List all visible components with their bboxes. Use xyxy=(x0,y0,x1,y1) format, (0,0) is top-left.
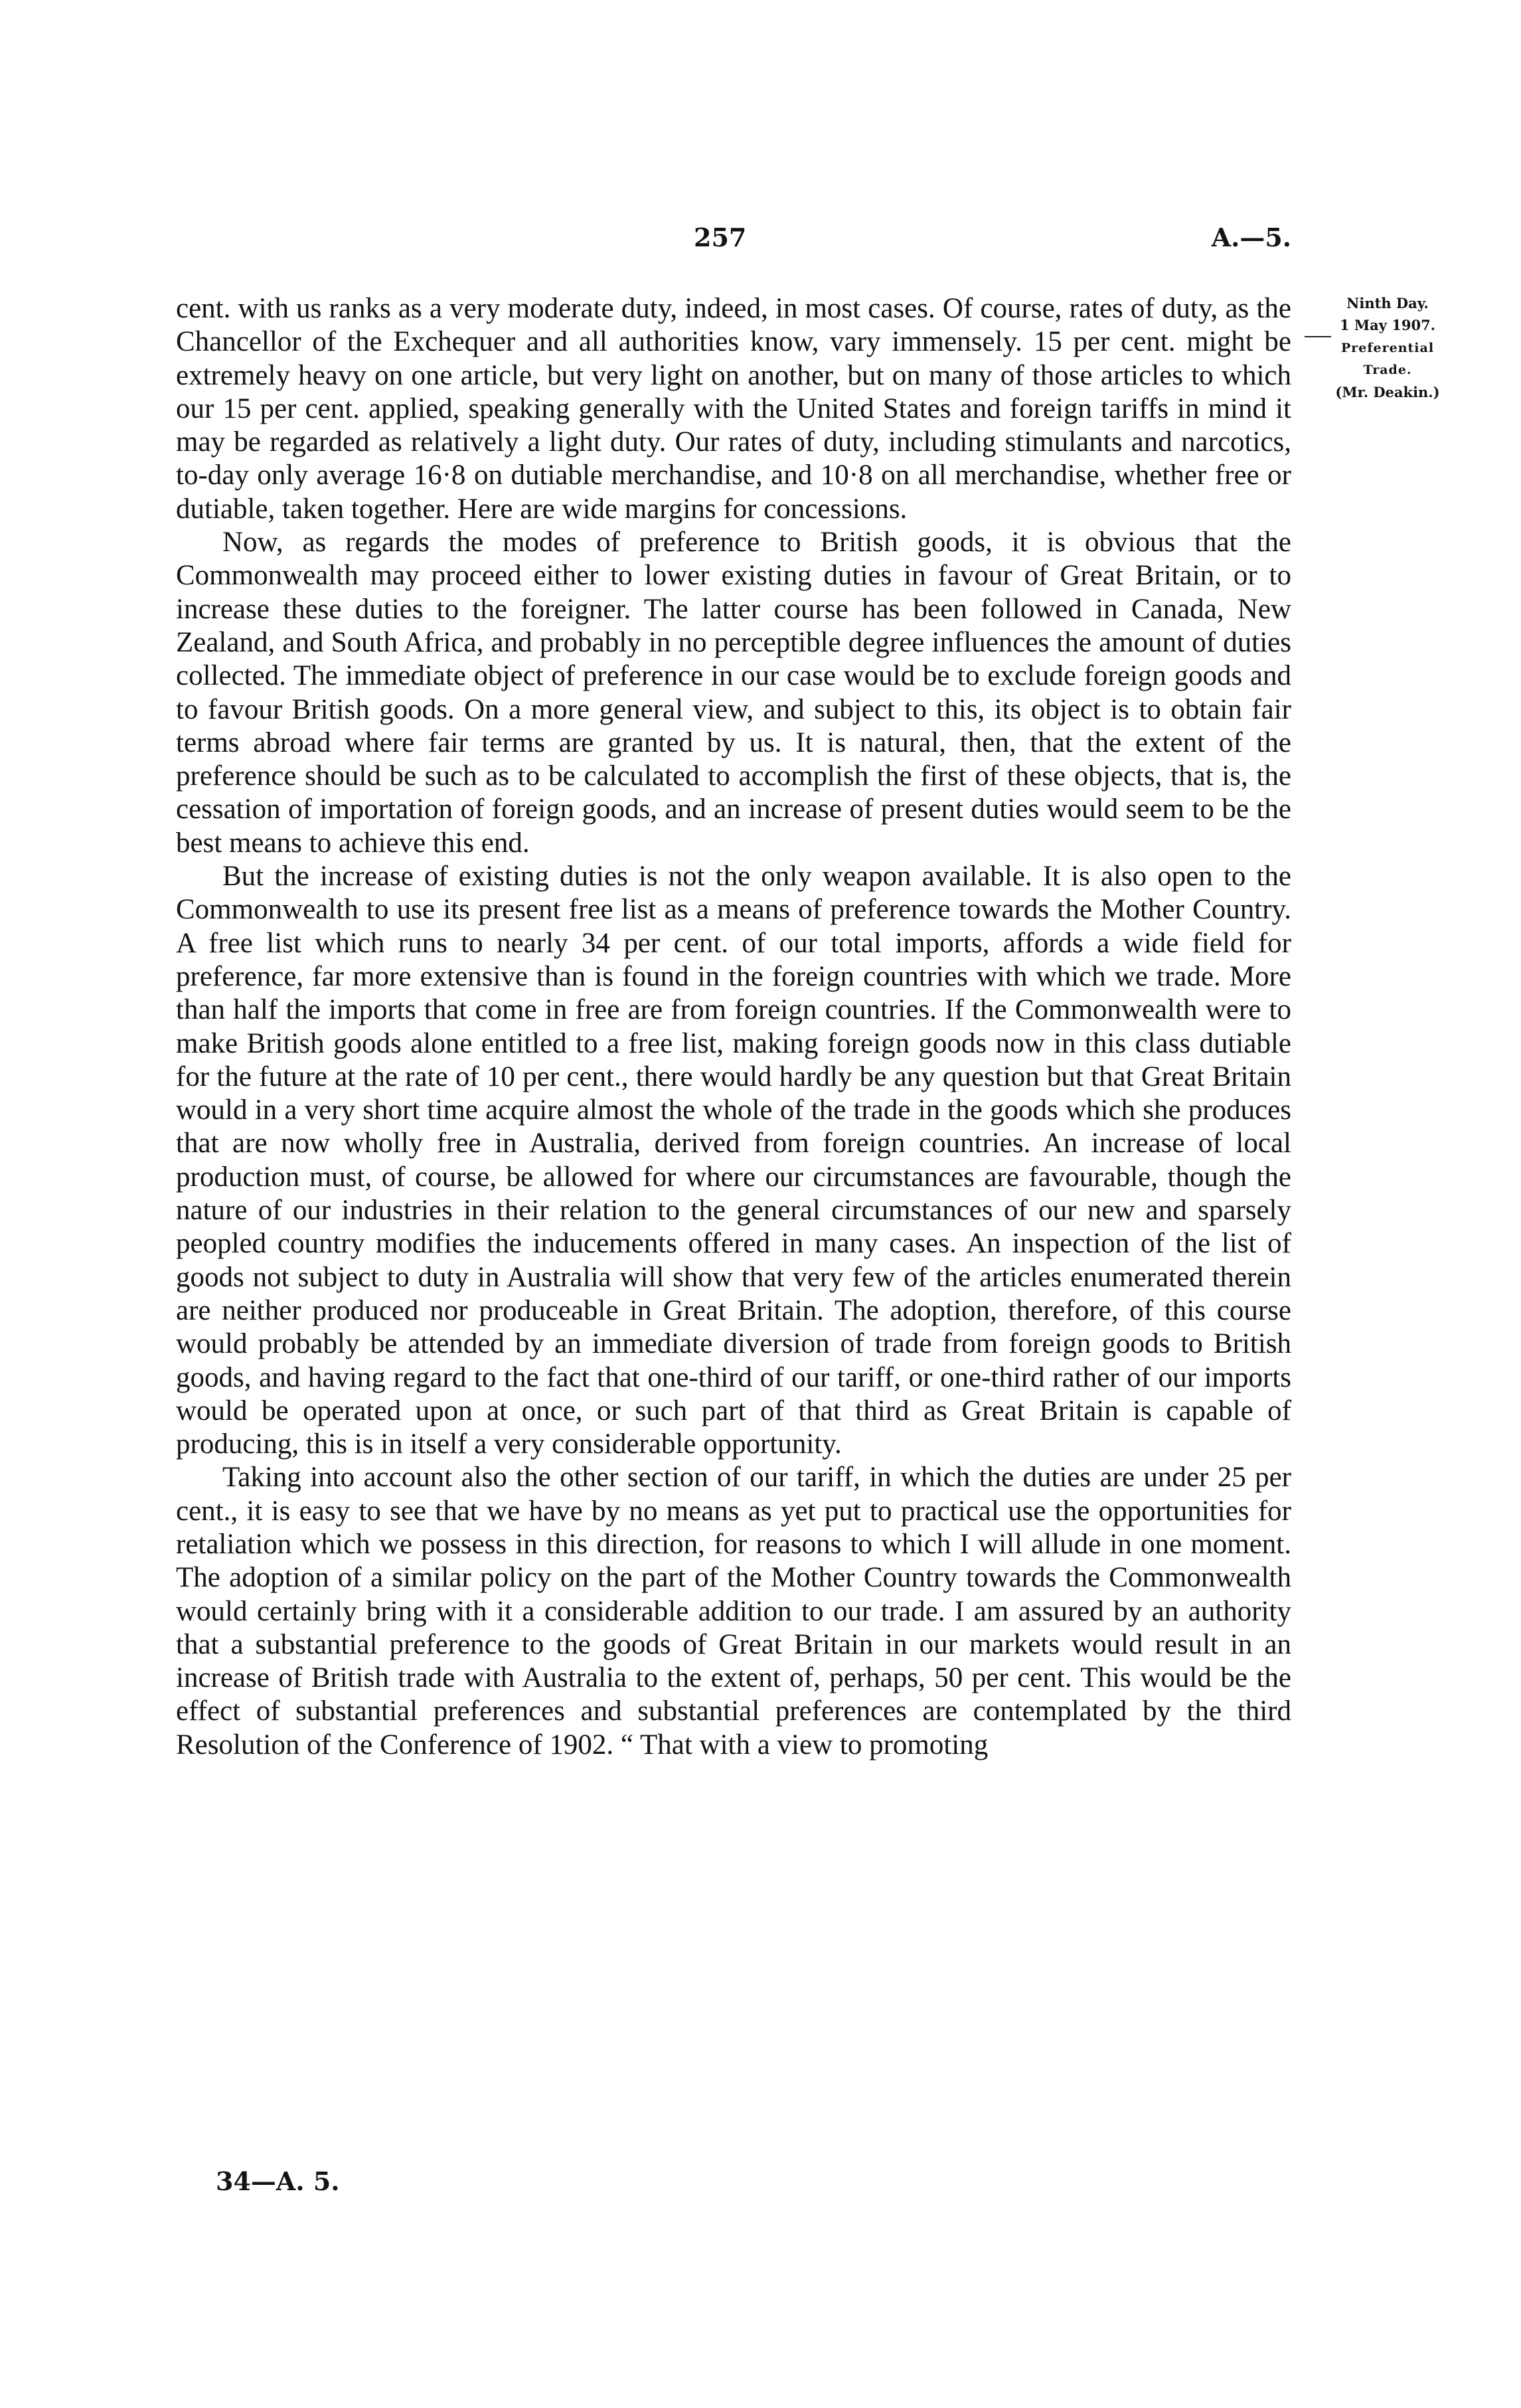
margin-note-day: Ninth Day. xyxy=(1346,295,1429,311)
margin-note-speaker: (Mr. Deakin.) xyxy=(1335,384,1440,400)
body-text xyxy=(176,292,1291,1762)
paragraph-continuation: cent. with us ranks as a very moderate duty, indeed, in most cases. Of course, rates of duty, as the Chancellor of the Exchequer and all authorities know, vary immensely. 15 per cent. might be extremely heavy on one article, but very light on another, but on many of those articles to which our 15 per cent. applied, speaking generally with the United States and foreign tariffs in mind it may be regarded as relatively a light duty. Our rates of duty, including stimulants and narcotics, to-day only average 16·8 on dutiable merchandise, and 10·8 on all merchandise, whether free or dutiable, taken together. Here are wide margins for concessions. xyxy=(176,293,1291,525)
margin-note-date: 1 May 1907. xyxy=(1339,317,1436,333)
paragraph-tariff-section: Taking into account also the other section of our tariff, in which the duties are under 25 per cent., it is easy to see that we have by no means as yet put to practical use the opportunities for retaliation which we possess in this direction, for reasons to which I will allude in one moment. The adoption of a similar policy on the part of the Mother Country towards the Commonwealth would certainly bring with it a considerable addition to our trade. I am assured by an authority that a substantial preference to the goods of Great Britain in our markets would result in an increase of British trade with Australia to the extent of, perhaps, 50 per cent. This would be the effect of substantial preferences and substantial preferences are contemplated by the third Resolution of the Conference of 1902. “ That with a view to promoting xyxy=(176,1462,1291,1761)
margin-note-topic-line2: Trade. xyxy=(1363,363,1412,377)
page-header xyxy=(176,222,1291,262)
paragraph-modes-of-preference: Now, as regards the modes of preference to British goods, it is obvious that the Commonwealth may proceed either to lower existing duties in favour of Great Britain, or to increase these duties to the foreigner. The latter course has been followed in Canada, New Zealand, and South Africa, and probably in no perceptible degree influences the amount of duties collected. The immediate object of preference in our case would be to exclude foreign goods and to favour British goods. On a more general view, and subject to this, its object is to obtain fair terms abroad where fair terms are granted by us. It is natural, then, that the extent of the preference should be such as to be calculated to accomplish the first of these objects, that is, the cessation of importation of foreign goods, and an increase of present duties would seem to be the best means to achieve this end. xyxy=(176,527,1291,859)
paragraph-free-list: But the increase of existing duties is not the only weapon available. It is also open to the Commonwealth to use its present free list as a means of preference towards the Mother Country. A free list which runs to nearly 34 per cent. of our total imports, affords a wide field for preference, far more extensive than is found in the foreign countries with which we trade. More than half the imports that come in free are from foreign countries. If the Commonwealth were to make British goods alone entitled to a free list, making foreign goods now in this class dutiable for the future at the rate of 10 per cent., there would hardly be any question but that Great Britain would in a very short time acquire almost the whole of the trade in the goods which she produces that are now wholly free in Australia, derived from foreign countries. An increase of local production must, of course, be allowed for where our circumstances are favourable, though the nature of our industries in their relation to the general circumstances of our new and sparsely peopled country modifies the inducements offered in many cases. An inspection of the list of goods not subject to duty in Australia will show that very few of the articles enumerated therein are neither produced nor produceable in Great Britain. The adoption, therefore, of this course would probably be attended by an immediate diversion of trade from foreign goods to British goods, and having regard to the fact that one-third of our tariff, or one-third rather of our imports would be operated upon at once, or such part of that third as Great Britain is capable of producing, this is in itself a very considerable opportunity. xyxy=(176,861,1291,1460)
margin-note-topic-line1: Preferential xyxy=(1340,341,1435,355)
page-number: 257 xyxy=(694,222,747,252)
signature-mark: 34—A. 5. xyxy=(216,2166,340,2196)
document-reference: A.—5. xyxy=(1211,222,1291,252)
margin-note xyxy=(1305,292,1471,403)
